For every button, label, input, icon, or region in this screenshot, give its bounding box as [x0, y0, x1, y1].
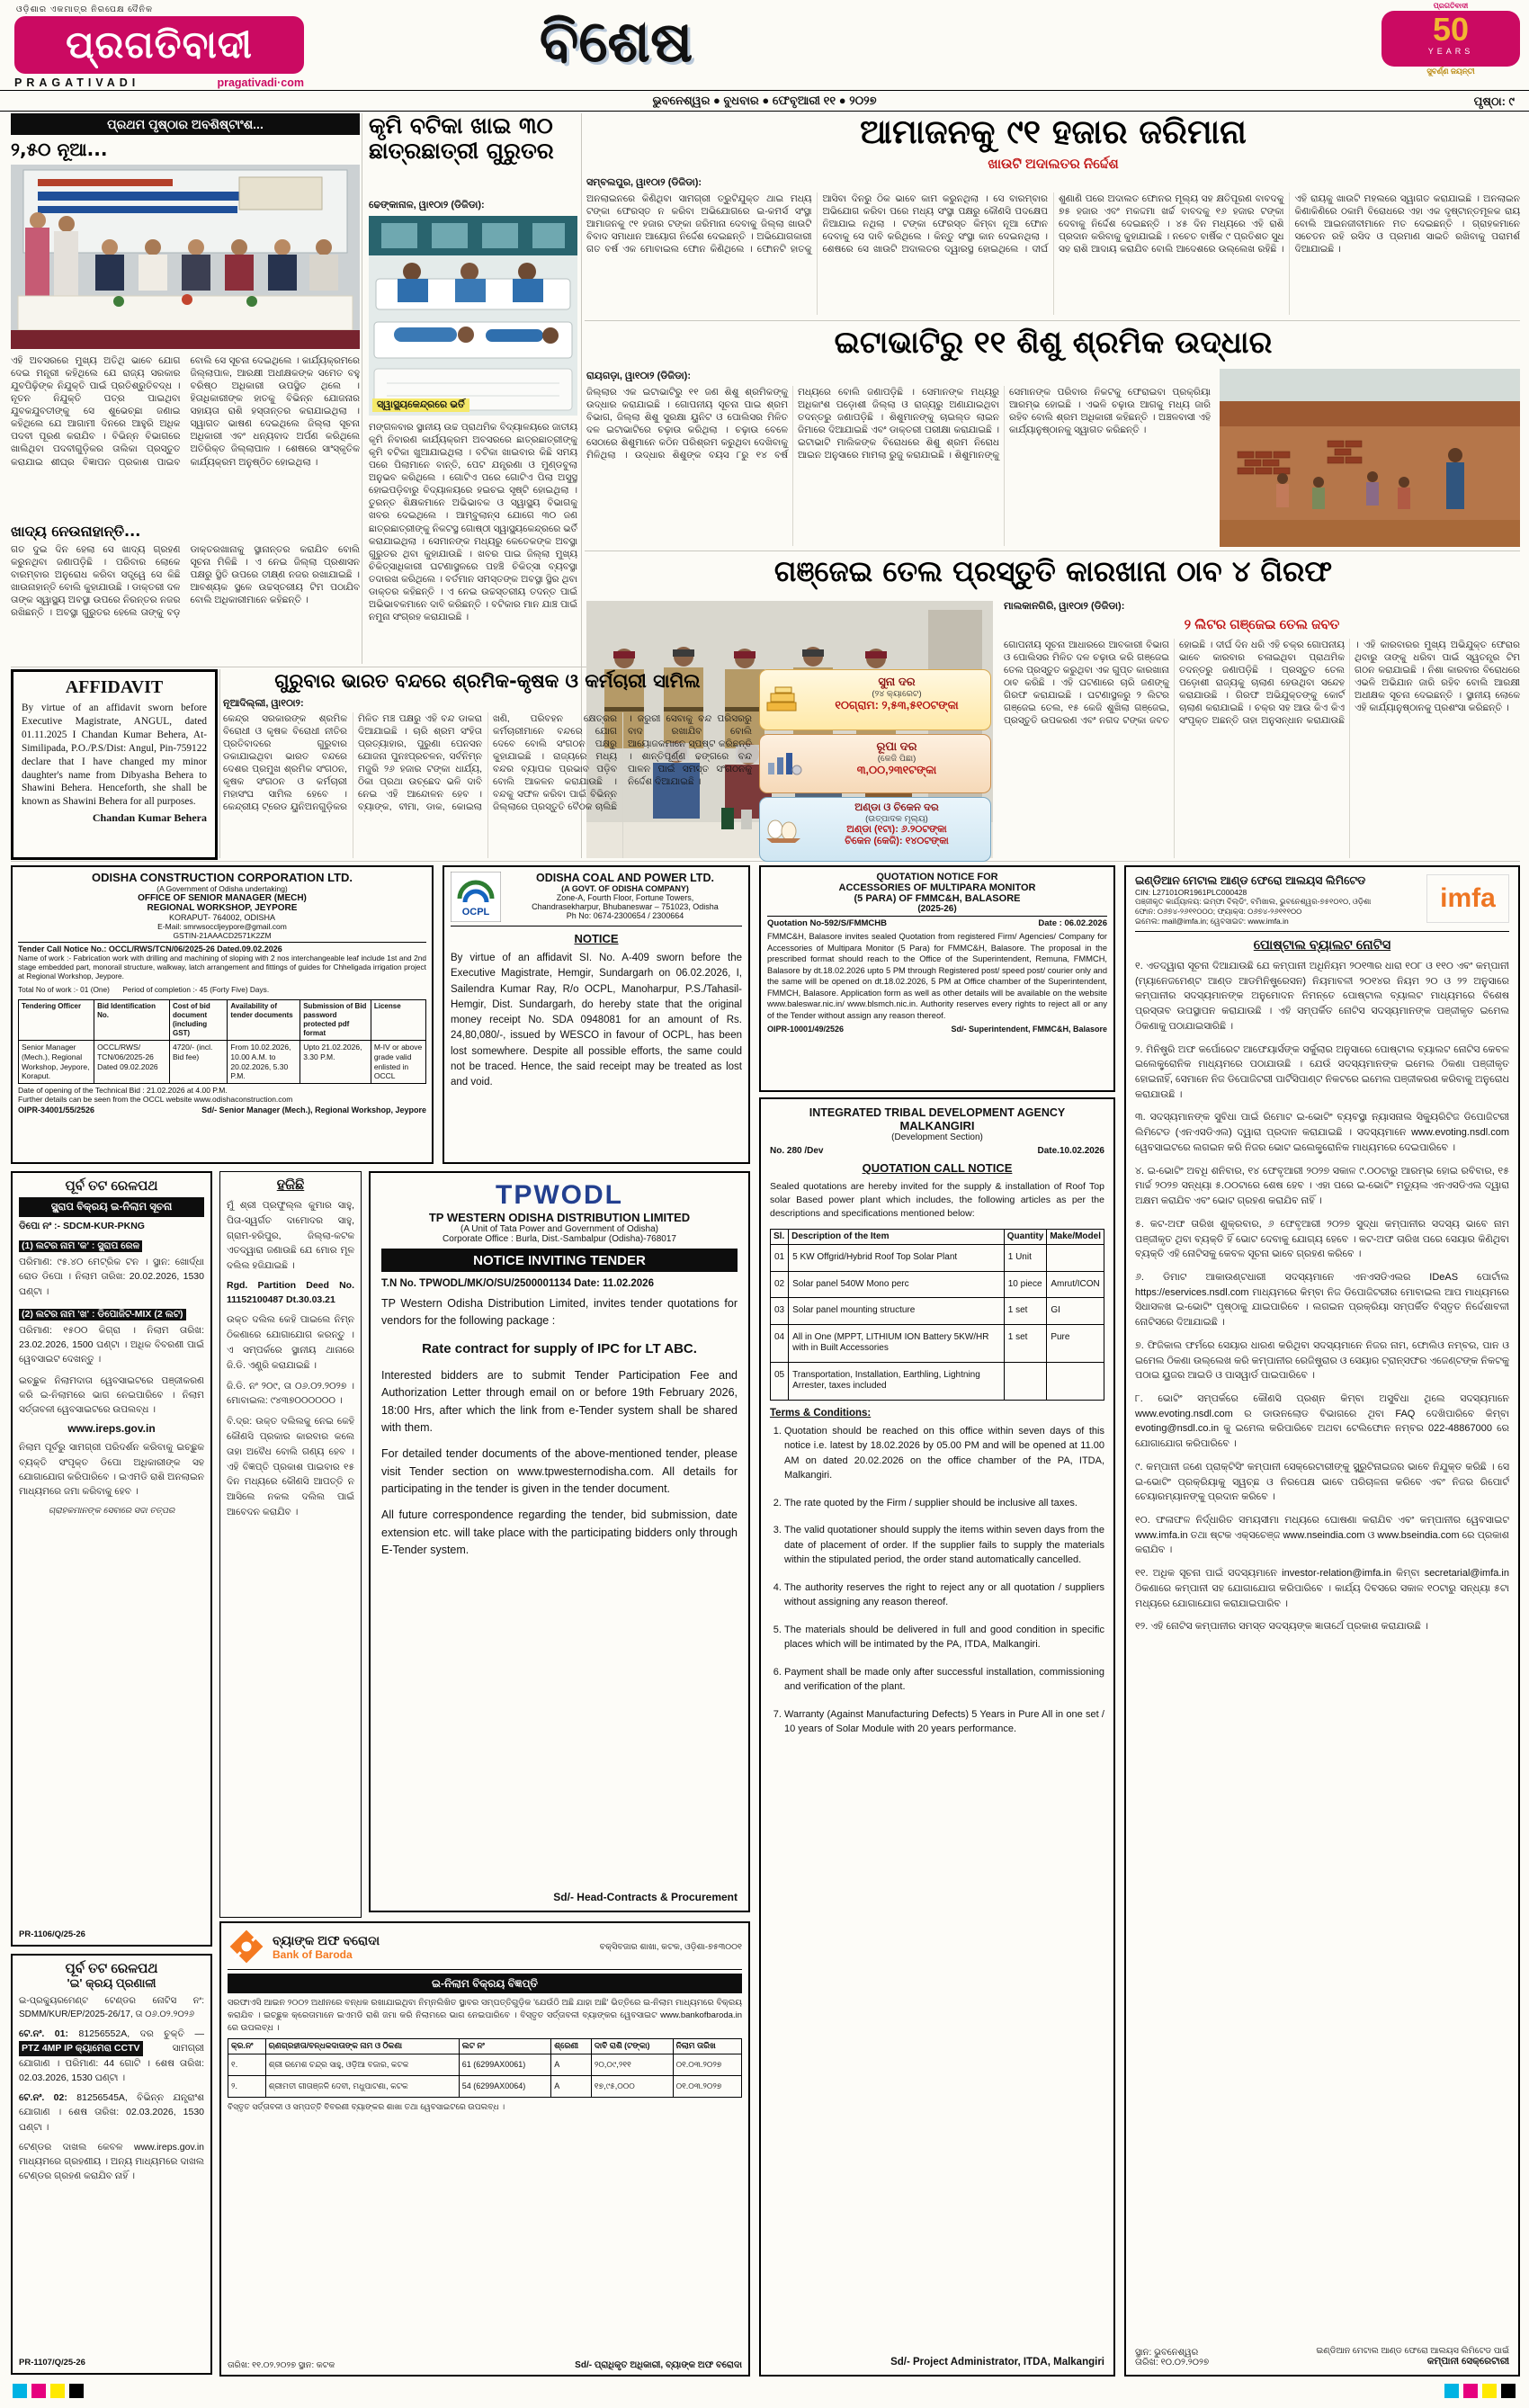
itda-cell-desc: 5 KW Offgrid/Hybrid Roof Top Solar Plant	[789, 1245, 1005, 1272]
imfa-date: ତାରିଖ: ୧୦.୦୨.୨୦୨୭	[1135, 2358, 1210, 2368]
egg-rate-sub: (ଉତ୍ପାଦକ ମୂଲ୍ୟ)	[865, 814, 928, 824]
imfa-paragraph: ୨. ମିନିଷ୍ଟ୍ରି ଅଫ କର୍ପୋରେଟ ଆଫେୟାର୍ସଙ୍କ ସର୍କୁଲାର ଅନୁସାରେ ପୋଷ୍ଟାଲ ବ୍ୟାଲଟ ନୋଟିସ କେବଳ ଇଲେକ୍ଟ୍ରୋନିକ ମାଧ୍ୟମରେ ପଠାଯାଉଛି । ଯେଉଁ ସଦସ୍ୟମାନଙ୍କ ଇମେଲ ଠିକଣା ପଞ୍ଜୀକୃତ ହୋଇନାହିଁ, ସେମାନେ ନିଜ ଡିପୋଜିଟରୀ ପାର୍ଟିସିପାଣ୍ଟ ନିକଟରେ ଇମେଲ ପଞ୍ଜୀକରଣ କରିବାକୁ ଅନୁରୋଧ କରାଯାଉଛି ।	[1135, 1043, 1509, 1100]
occl-table-cell: Upto 21.02.2026, 3.30 P.M.	[300, 1041, 371, 1084]
market-rates-panel	[759, 669, 991, 860]
magenta-mark	[1463, 2384, 1478, 2398]
continuation-headline: ୨,୫୦ ନୂଆ...	[11, 139, 108, 160]
bob-cell-class: A	[551, 2075, 592, 2097]
affidavit-body: By virtue of an affidavit sworn before Executive Magistrate, ANGUL, dated 01.11.2025 I Chandan Kumar Behera, At-Similipada, P.O./P.S/Dist: Angul, Pin-759122 declare that I have changed my minor daughter's name from Dibyasha Behera to Shawini Behera. Henceforth, she shall be known as Shawini Behera for all purposes.	[22, 703, 207, 808]
itda-cell-make: Amrut/ICON	[1047, 1271, 1104, 1298]
tpwodl-logo: TPWODL	[496, 1180, 623, 1210]
bandh-headline: ଗୁରୁବାର ଭାରତ ବନ୍ଦରେ ଶ୍ରମିକ-କୃଷକ ଓ କର୍ମଚାରୀ ସାମିଲ	[274, 670, 701, 692]
bob-cell-no: ୧.	[228, 2054, 266, 2075]
amazon-headline: ଆମାଜନକୁ ୯୧ ହଜାର ଜରିମାନା	[860, 112, 1247, 151]
amazon-subhead: ଖାଉଟି ଅଦାଲତର ନିର୍ଦ୍ଦେଶ	[988, 157, 1119, 172]
itda-cell-qty	[1004, 1362, 1047, 1400]
rail2-tender1-highlight: PTZ 4MP IP କ୍ୟାମେରା CCTV	[19, 2041, 143, 2055]
bob-cell-borrower: ଶ୍ରୀମତୀ ଗୀତାଞ୍ଜଳି ଦେବୀ, ମଧୁପାଟଣା, କଟକ	[265, 2075, 459, 2097]
imfa-paragraph: ୧୨. ଏହି ନୋଟିସ କମ୍ପାନୀର ସମସ୍ତ ସଦସ୍ୟଙ୍କ ଜ୍ଞାତାର୍ଥେ ପ୍ରକାଶ କରାଯାଉଛି ।	[1135, 1621, 1428, 1633]
itda-table-header: Description of the Item	[789, 1229, 1005, 1245]
logo-english: PRAGATIVADI	[14, 76, 140, 89]
bob-cell-no: ୨.	[228, 2075, 266, 2097]
bandh-body: କେନ୍ଦ୍ର ସରକାରଙ୍କ ଶ୍ରମିକ ବିରୋଧୀ ଓ କୃଷକ ବିରୋଧୀ ନୀତିର ପ୍ରତିବାଦରେ ଗୁରୁବାର ଡକାଯାଇଥିବା ଭାରତ ବନ୍ଦରେ ଦେଶର ପ୍ରମୁଖ ଶ୍ରମିକ ସଂଗଠନ, କୃଷକ ସଂଗଠନ ଓ କର୍ମଚାରୀ ମହାସଂଘ ସାମିଲ ହେବେ । କେନ୍ଦ୍ରୀୟ ଟ୍ରେଡ ୟୁନିଅନଗୁଡ଼ିକର ମିଳିତ ମଞ୍ଚ ପକ୍ଷରୁ ଏହି ବନ୍ଦ ଡାକରା ଦିଆଯାଇଛି । ଚାରି ଶ୍ରମ ସଂହିତା ପ୍ରତ୍ୟାହାର, ପୁରୁଣା ପେନସନ ଯୋଜନା ପୁନଃପ୍ରଚଳନ, ସର୍ବନିମ୍ନ ମଜୁରି ୨୬ ହଜାର ଟଙ୍କା ଧାର୍ଯ୍ୟ, ଠିକା ପ୍ରଥା ଉଚ୍ଛେଦ ଭଳି ଦାବି ନେଇ ଏହି ଆନ୍ଦୋଳନ ହେବ । ବ୍ୟାଙ୍କ, ବୀମା, ଡାକ, କୋଇଲା ଖଣି, ପରିବହନ କ୍ଷେତ୍ରର କର୍ମଚାରୀମାନେ ବନ୍ଦରେ ଯୋଗ ଦେବେ ବୋଲି ସଂଗଠନ ପକ୍ଷରୁ କୁହାଯାଇଛି । ରାଜ୍ୟରେ ମଧ୍ୟ ବନ୍ଦର ବ୍ୟାପକ ପ୍ରଭାବ ପଡ଼ିବ ବୋଲି ଆକଳନ କରାଯାଉଛି । ବନ୍ଦକୁ ସଫଳ କରିବା ପାଇଁ ବିଭିନ୍ନ ଜିଲ୍ଲାରେ ପ୍ରସ୍ତୁତି ବୈଠକ ଚାଲିଛି । ଜରୁରୀ ସେବାକୁ ବନ୍ଦ ପରିସରରୁ ବାଦ ରଖାଯିବ ବୋଲି ଆୟୋଜକମାନେ ସ୍ପଷ୍ଟ କରିଛନ୍ତି । ଶାନ୍ତିପୂର୍ଣ୍ଣ ଢଙ୍ଗରେ ବନ୍ଦ ପାଳନ ପାଇଁ ସମସ୍ତ ସଂଗଠନକୁ ନିର୍ଦ୍ଦେଶ ଦିଆଯାଇଛି ।	[223, 713, 752, 813]
bob-name-odia: ବ୍ୟାଙ୍କ ଅଫ ବରୋଦା	[273, 1932, 380, 1947]
imfa-contact: ଫୋନ: ୦୬୭୪-୨୬୧୧୦୦୦; ଫ୍ୟାକ୍ସ: ୦୬୭୪-୨୬୧୧୧୦୦	[1135, 907, 1302, 916]
continuation-kicker: ପ୍ରଥମ ପୃଷ୍ଠାର ଅବଶିଷ୍ଟାଂଶ...	[11, 113, 360, 135]
hospital-photo-wrap	[369, 216, 577, 416]
occl-office: OFFICE OF SENIOR MANAGER (MECH)	[138, 893, 307, 903]
rail2-tender2-no: ଟେ.ନଂ. 02:	[19, 2092, 67, 2104]
itda-term-item: 2. The rate quoted by the Firm / supplier should be inclusive all taxes.	[784, 1496, 1104, 1511]
tpwodl-tender-ad	[369, 1171, 750, 1912]
egg-icon	[764, 815, 802, 844]
hospital-photo	[369, 216, 577, 416]
itda-term-item: 1. Quotation should be reached on this office within seven days of this notice i.e. latest by 18.02.2026 by 05.00 PM and will be opened at 11.00 AM on dated 20.02.2026 on the office chamber of the PA, ITDA, Malkangiri.	[784, 1424, 1104, 1483]
occl-open: Date of opening of the Technical Bid : 21.02.2026 at 4.00 P.M.	[18, 1085, 228, 1095]
silver-rate-value: ୩,୦୦,୨୩୧ଟଙ୍କା	[856, 764, 937, 776]
imfa-address: ପଞ୍ଜୀକୃତ କାର୍ଯ୍ୟାଳୟ: ଇମ୍ଫା ବିଲ୍ଡିଂ, ବମିଖାଲ, ଭୁବନେଶ୍ୱର-୭୫୧୦୧୦, ଓଡ଼ିଶା	[1135, 897, 1372, 906]
itda-cell-sl: 01	[771, 1245, 789, 1272]
rail2-tender2-a: 81256545A, ବିଭିନ୍ନ ଯନ୍ତ୍ରାଂଶ ଯୋଗାଣ । ଶେଷ ତାରିଖ: 02.03.2026, 1530 ଘଣ୍ଟା ।	[19, 2092, 204, 2133]
imfa-cin: CIN: L27101OR1961PLC000428	[1135, 888, 1247, 897]
occl-period: Period of completion :- 45 (Forty Five) Days.	[122, 985, 270, 995]
occl-table	[18, 999, 426, 1084]
tpwodl-tn: T.N No. TPWODL/MK/O/SU/2500001134 Date: 11.02.2026	[381, 1278, 654, 1289]
fmmch-oipr: OIPR-10001/49/2526	[767, 1025, 845, 1034]
itda-intro: Sealed quotations are hereby invited for the supply & installation of Roof Top solar Based power plant which includes, the following articles as per the descriptions and specifications mentioned below:	[770, 1181, 1104, 1220]
bob-cell-lot: 54 (6299AX0064)	[459, 2075, 551, 2097]
yellow-mark	[50, 2384, 65, 2398]
rail1-bar: ସ୍କ୍ରାପ ବିକ୍ରୟ ଇ-ନିଲାମ ସୂଚନା	[19, 1197, 204, 1217]
bob-intro: ସରଫାଏସି ଆଇନ ୨୦୦୨ ଅଧୀନରେ ବନ୍ଧକ ରଖାଯାଇଥିବା ନିମ୍ନଲିଖିତ ସ୍ଥାବର ସମ୍ପତ୍ତିଗୁଡ଼ିକ 'ଯେଉଁଠି ଅଛି ଯାହା ଅଛି' ଭିତ୍ତିରେ ଇ-ନିଲାମ ମାଧ୍ୟମରେ ବିକ୍ରୟ କରାଯିବ । ଇଚ୍ଛୁକ କ୍ରେତାମାନେ ଇଏମଡି ରାଶି ଜମା କରି ନିଲାମରେ ଭାଗ ନେଇପାରିବେ । ବିସ୍ତୃତ ସର୍ତ୍ତାବଳୀ ବ୍ୟାଙ୍କର ୱେବସାଇଟ www.bankofbaroda.in ରେ ଉପଲବ୍ଧ ।	[228, 1998, 742, 2033]
rail2-tender1-b: ସାମଗ୍ରୀ ଯୋଗାଣ । ପରିମାଣ: 44 ଗୋଟି । ଶେଷ ତାରିଖ: 02.03.2026, 1530 ଘଣ୍ଟା ।	[19, 2043, 204, 2083]
svg-text:OCPL: OCPL	[461, 907, 490, 918]
anniversary-50-logo	[1381, 2, 1520, 88]
itda-table-row	[771, 1362, 1104, 1400]
itda-table-row	[771, 1245, 1104, 1272]
itda-date: Date.10.02.2026	[1037, 1146, 1104, 1156]
gold-rate-sub: (୨୪ କ୍ୟାରେଟ)	[872, 689, 922, 699]
railway-scrap-auction-ad	[11, 1171, 212, 1947]
itda-name-2: MALKANGIRI	[899, 1119, 975, 1132]
bob-footer-date-place: ତାରିଖ: ୧୧.୦୨.୨୦୨୭ ସ୍ଥାନ: କଟକ	[228, 2360, 335, 2370]
bob-sign: Sd/- ପ୍ରାଧିକୃତ ଅଧିକାରୀ, ବ୍ୟାଙ୍କ ଅଫ ବରୋଦା	[575, 2360, 742, 2370]
fmmch-title-1: QUOTATION NOTICE FOR	[876, 872, 998, 882]
imfa-paragraph: ୧୦. ଫଳାଫଳ ନିର୍ଦ୍ଧାରିତ ସମୟସୀମା ମଧ୍ୟରେ ଘୋଷଣା କରାଯିବ ଏବଂ କମ୍ପାନୀର ୱେବସାଇଟ www.imfa.in ତଥା ଷ୍ଟକ ଏକ୍ସଚେଞ୍ଜ www.nseindia.com ଓ www.bseindia.com ରେ ପ୍ରକାଶ କରାଯିବ ।	[1135, 1515, 1509, 1556]
deed-para-4: ବି.ଦ୍ର: ଉକ୍ତ ଦଲିଲକୁ ନେଇ କେହି କୌଣସି ପ୍ରକାର କାରବାର କଲେ ତାହା ଅବୈଧ ବୋଲି ଗଣ୍ୟ ହେବ । ଏହି ବିଜ୍ଞପ୍ତି ପ୍ରକାଶ ପାଇବାର ୧୫ ଦିନ ମଧ୍ୟରେ କୌଣସି ଆପତ୍ତି ନ ଆସିଲେ ନକଲ ଦଲିଲ ପାଇଁ ଆବେଦନ କରାଯିବ ।	[227, 1416, 354, 1518]
deed-para-2: ଉକ୍ତ ଦଲିଲ କେହି ପାଇଲେ ନିମ୍ନ ଠିକଣାରେ ଯୋଗାଯୋଗ କରନ୍ତୁ । ଏ ସମ୍ପର୍କରେ ସ୍ଥାନୀୟ ଥାନାରେ ଜି.ଡି. ଏଣ୍ଟ୍ରି କରାଯାଇଛି ।	[227, 1314, 354, 1371]
imfa-name: ଇଣ୍ଡିଆନ ମେଟାଲ ଆଣ୍ଡ ଫେରୋ ଆଲୟସ ଲିମିଟେଡ	[1135, 874, 1366, 887]
itda-ref-no: No. 280 /Dev	[770, 1146, 824, 1156]
fmmch-title-4: (2025-26)	[917, 904, 957, 914]
occl-table-header: Submission of Bid password protected pdf format	[300, 1000, 371, 1041]
imfa-signer: କମ୍ପାନୀ ସେକ୍ରେଟାରୀ	[1426, 2356, 1509, 2367]
bob-table	[228, 2038, 742, 2098]
rail1-lot2-detail: ପରିମାଣ: ୧୫୦୦ କିଗ୍ରା । ନିଲାମ ତାରିଖ: 23.02.2026, 1500 ଘଣ୍ଟା । ଅଧିକ ବିବରଣୀ ପାଇଁ ୱେବସାଇଟ ଦେଖନ୍ତୁ ।	[19, 1324, 204, 1365]
occl-name: ODISHA CONSTRUCTION CORPORATION LTD.	[91, 871, 353, 884]
itda-table-row	[771, 1271, 1104, 1298]
bob-cell-date: ୦୧.୦୩.୨୦୨୭	[673, 2054, 741, 2075]
occl-table-cell: 4720/- (incl. Bid fee)	[169, 1041, 227, 1084]
bob-cell-lot: 61 (6299AX0061)	[459, 2054, 551, 2075]
column-rule	[219, 669, 220, 858]
itda-cell-desc: All in One (MPPT, LITHIUM ION Battery 5KW/HR with in Built Accessories	[789, 1324, 1005, 1362]
tpwodl-name: TP WESTERN ODISHA DISTRIBUTION LIMITED	[428, 1211, 691, 1224]
fmmch-sign: Sd/- Superintendent, FMMC&H, Balasore	[951, 1025, 1107, 1034]
page-number: ପୃଷ୍ଠା: ୯	[1473, 94, 1515, 108]
occl-table-cell: M-IV or above grade valid enlisted in OCCL	[371, 1041, 425, 1084]
occl-table-header: License	[371, 1000, 425, 1041]
bob-table-header: ନିଲାମ ତାରିଖ	[673, 2039, 741, 2054]
brick-headline: ଇଟାଭାଟିରୁ ୧୧ ଶିଶୁ ଶ୍ରମିକ ଉଦ୍ଧାର	[834, 325, 1273, 361]
deed-number: Rgd. Partition Deed No. 11152100487 Dt.30.03.21	[227, 1279, 354, 1305]
brick-body: ଜିଲ୍ଲାର ଏକ ଇଟାଭାଟିରୁ ୧୧ ଜଣ ଶିଶୁ ଶ୍ରମିକଙ୍କୁ ଉଦ୍ଧାର କରାଯାଇଛି । ଗୋପନୀୟ ସୂଚନା ପାଇ ଶ୍ରମ ବିଭାଗ, ଜିଲ୍ଲା ଶିଶୁ ସୁରକ୍ଷା ୟୁନିଟ ଓ ପୋଲିସର ମିଳିତ ଦଳ ଇଟାଭାଟିରେ ଚଢ଼ାଉ କରିଥିଲା । ଚଢ଼ାଉ ବେଳେ ସେଠାରେ ଶିଶୁମାନେ କଠିନ ପରିଶ୍ରମ କରୁଥିବା ଦେଖିବାକୁ ମିଳିଥିଲା । ଉଦ୍ଧାର ଶିଶୁଙ୍କ ବୟସ ୮ରୁ ୧୪ ବର୍ଷ ମଧ୍ୟରେ ବୋଲି ଜଣାପଡ଼ିଛି । ସେମାନଙ୍କ ମଧ୍ୟରୁ ଅଧିକାଂଶ ପଡ଼ୋଶୀ ଜିଲ୍ଲା ଓ ରାଜ୍ୟରୁ ଅଣାଯାଇଥିବା ତଦନ୍ତରୁ ଜଣାପଡ଼ିଛି । ଶିଶୁମାନଙ୍କୁ ଚାଇଲ୍ଡ ଲାଇନ ଜିମାରେ ଦିଆଯାଇଛି ଏବଂ ଡାକ୍ତରୀ ପରୀକ୍ଷା କରାଯାଇଛି । ଇଟାଭାଟି ମାଲିକଙ୍କ ବିରୋଧରେ ଶିଶୁ ଶ୍ରମ ନିରୋଧ ଆଇନ ଅନୁସାରେ ମାମଲା ରୁଜୁ କରାଯାଇଛି । ଶିଶୁମାନଙ୍କୁ ସେମାନଙ୍କ ପରିବାର ନିକଟକୁ ଫେରାଇବା ପ୍ରକ୍ରିୟା ଆରମ୍ଭ ହୋଇଛି । ଏଭଳି ଚଢ଼ାଉ ଆଗକୁ ମଧ୍ୟ ଜାରି ରହିବ ବୋଲି ଶ୍ରମ ଅଧିକାରୀ କହିଛନ୍ତି । ଅଞ୍ଚଳବାସୀ ଏହି କାର୍ଯ୍ୟାନୁଷ୍ଠାନକୁ ସ୍ୱାଗତ କରିଛନ୍ତି ।	[586, 387, 1211, 461]
brick-byline: ରାୟଗଡ଼ା, ୱା୧୦ା୨ (ଡିଜିଡା):	[586, 371, 691, 381]
ganja-byline: ମାଲକାନଗିରି, ୱା୧୦ା୨ (ଡିଜିଡା):	[1004, 601, 1125, 612]
rail2-tender1-no: ଟେ.ନଂ. 01:	[19, 2028, 68, 2039]
gold-rate-card	[759, 669, 991, 730]
imfa-paragraph: ୯. କମ୍ପାନୀ ଜଣେ ପ୍ରାକ୍ଟିସିଂ କମ୍ପାନୀ ସେକ୍ରେଟାରୀଙ୍କୁ ସ୍କ୍ରୁଟିନାଇଜର ଭାବେ ନିଯୁକ୍ତ କରିଛି । ସେ ଇ-ଭୋଟିଂ ପ୍ରକ୍ରିୟାକୁ ସ୍ୱଚ୍ଛ ଓ ନିରପେକ୍ଷ ଭାବେ ପରିଚାଳନା କରିବେ ଏବଂ ନିଜର ରିପୋର୍ଟ ଚେୟାରମ୍ୟାନଙ୍କୁ ପ୍ରଦାନ କରିବେ ।	[1135, 1461, 1509, 1503]
magenta-mark	[31, 2384, 46, 2398]
occl-web: Further details can be seen from the OCCL website www.odishaconstruction.com	[18, 1094, 293, 1104]
bob-cell-amount: ୨୦,୦୯,୨୧୧	[591, 2054, 673, 2075]
rail1-lot1-header: (1) ଲଟର ନାମ 'କ' : ସ୍କ୍ରାପ ରେଳ	[19, 1240, 142, 1252]
itda-name-1: INTEGRATED TRIBAL DEVELOPMENT AGENCY	[809, 1106, 1066, 1119]
rail2-sub: 'ଇ' କ୍ରୟ ପ୍ରଣାଳୀ	[67, 1976, 156, 1990]
itda-cell-sl: 04	[771, 1324, 789, 1362]
occl-tender-ad	[11, 865, 434, 1164]
tpwodl-para-1: TP Western Odisha Distribution Limited, invites tender quotations for vendors for the following package :	[381, 1297, 738, 1328]
itda-cell-qty: 10 piece	[1004, 1271, 1047, 1298]
itda-cell-desc: Solar panel mounting structure	[789, 1298, 1005, 1325]
rail2-ref: ଇ-ପ୍ରକ୍ୟୁରମେଣ୍ଟ ଟେଣ୍ଡର ନୋଟିସ ନଂ: SDMM/KUR/EP/2025-26/17, ତା ୦୬.୦୨.୨୦୨୬	[19, 1996, 204, 2019]
imfa-place: ସ୍ଥାନ: ଭୁବନେଶ୍ୱର	[1135, 2348, 1199, 2358]
bob-note: ବିସ୍ତୃତ ସର୍ତ୍ତାବଳୀ ଓ ସମ୍ପତ୍ତି ବିବରଣୀ ବ୍ୟାଙ୍କର ଶାଖା ତଥା ୱେବସାଇଟରେ ଉପଲବ୍ଧ ।	[228, 2102, 505, 2112]
rail1-participation: ଇଚ୍ଛୁକ ନିଲାମଦାତା ୱେବସାଇଟରେ ପଞ୍ଜୀକରଣ କରି ଇ-ନିଲାମରେ ଭାଗ ନେଇପାରିବେ । ନିଲାମ ସର୍ତ୍ତାବଳୀ ୱେବସାଇଟରେ ଉପଲବ୍ଧ ।	[19, 1374, 204, 1416]
continuation-body: ଏହି ଅବସରରେ ମୁଖ୍ୟ ଅତିଥି ଭାବେ ଯୋଗ ଦେଇ ମନ୍ତ୍ରୀ କହିଥିଲେ ଯେ ରାଜ୍ୟ ସରକାର ଯୁବପିଢ଼ିଙ୍କ ନିଯୁକ୍ତି ପାଇଁ ପ୍ରତିଶ୍ରୁତିବଦ୍ଧ । ନୂତନ ନିଯୁକ୍ତି ପତ୍ର ପାଇଥିବା ଯୁବକଯୁବତୀଙ୍କୁ ସେ ଶୁଭେଚ୍ଛା ଜଣାଇ କହିଥିଲେ ଯେ ଆଗାମୀ ଦିନରେ ଆହୁରି ଅଧିକ ପଦବୀ ପୂରଣ କରାଯିବ । ବିଭିନ୍ନ ବିଭାଗରେ ଖାଲିଥିବା ପଦବୀଗୁଡ଼ିକର ତାଲିକା ପ୍ରସ୍ତୁତ କରାଯାଇ ଶୀଘ୍ର ବିଜ୍ଞାପନ ପ୍ରକାଶ ପାଇବ ବୋଲି ସେ ସୂଚନା ଦେଇଥିଲେ । କାର୍ଯ୍ୟକ୍ରମରେ ଜିଲ୍ଲାପାଳ, ଆରକ୍ଷୀ ଅଧୀକ୍ଷକଙ୍କ ସମେତ ବହୁ ବରିଷ୍ଠ ଅଧିକାରୀ ଉପସ୍ଥିତ ଥିଲେ । ହିତାଧିକାରୀଙ୍କ ହାତକୁ ବିଭିନ୍ନ ଯୋଜନାର ସହାୟତା ରାଶି ହସ୍ତାନ୍ତର କରାଯାଇଥିଲା । ସ୍ୱାଗତ ଭାଷଣ ଦେଇଥିଲେ ଜିଲ୍ଲା ସୂଚନା ଅଧିକାରୀ ଏବଂ ଧନ୍ୟବାଦ ଅର୍ପଣ କରିଥିଲେ ଅତିରିକ୍ତ ଜିଲ୍ଲାପାଳ । ଶେଷରେ ସାଂସ୍କୃତିକ କାର୍ଯ୍ୟକ୍ରମ ଅନୁଷ୍ଠିତ ହୋଇଥିଲା ।	[11, 355, 360, 468]
anniversary-bottom-label: ସୁବର୍ଣ୍ଣ ଜୟନ୍ତୀ	[1426, 67, 1475, 76]
itda-name-3: (Development Section)	[891, 1132, 983, 1142]
occl-table-header: Bid Identification No.	[94, 1000, 170, 1041]
gold-rate-title: ସୁନା ଦର	[878, 675, 916, 688]
rail1-lot1-detail: ପରିମାଣ: ୯୫.୪୦ ମେଟ୍ରିକ ଟନ । ସ୍ଥାନ: ଖୋର୍ଦ୍ଧା ରୋଡ ଡିପୋ । ନିଲାମ ତାରିଖ: 20.02.2026, 1530 ଘଣ୍ଟା ।	[19, 1257, 204, 1297]
occl-oipr: OIPR-34001/55/2526	[18, 1105, 95, 1114]
bandh-byline: ନୂଆଦିଲ୍ଲୀ, ୱା୧୦ା୨:	[223, 698, 304, 709]
bob-cell-amount: ୧୭,୯୫,୦୦୦	[591, 2075, 673, 2097]
occl-table-cell: OCCL/RWS/ TCN/06/2025-26 Dated 09.02.2026	[94, 1041, 170, 1084]
itda-cell-qty: 1 set	[1004, 1298, 1047, 1325]
continuation-subhead: ଖାଦ୍ୟ ନେଉନାହାନ୍ତି...	[11, 523, 141, 540]
tpwodl-para-4: All future correspondence regarding the tender, bid submission, date extension etc. will take place with the participating bidders only through E-Tender system.	[381, 1508, 738, 1557]
silver-rate-card	[759, 734, 991, 793]
itda-term-item: 5. The materials should be delivered in full and good condition in specific places which will be intimated by the PA, ITDA, Malkangiri.	[784, 1623, 1104, 1652]
imfa-paragraph: ୩. ସଦସ୍ୟମାନଙ୍କ ସୁବିଧା ପାଇଁ ରିମୋଟ ଇ-ଭୋଟିଂ ବ୍ୟବସ୍ଥା ନ୍ୟାସନାଲ ସିକ୍ୟୁରିଟିଜ ଡିପୋଜିଟରୀ ଲିମିଟେଡ (ଏନଏସଡିଏଲ) ଦ୍ୱାରା ପ୍ରଦାନ କରାଯାଇଛି । ସଦସ୍ୟମାନେ www.evoting.nsdl.com ୱେବସାଇଟରେ ଲଗଇନ କରି ନିଜର ଭୋଟ ଇଲେକ୍ଟ୍ରୋନିକ ମାଧ୍ୟମରେ ଦେଇପାରିବେ ।	[1135, 1112, 1509, 1153]
occl-city: KORAPUT- 764002, ODISHA	[168, 913, 276, 922]
deed-title: ହଜିଛି	[276, 1177, 305, 1193]
continuation-body-2: ଗତ ଦୁଇ ଦିନ ହେଲା ସେ ଖାଦ୍ୟ ଗ୍ରହଣ କରୁନଥିବା ଜଣାପଡ଼ିଛି । ପରିବାର ଲୋକେ ବାରମ୍ବାର ଅନୁରୋଧ କରିବା ସତ୍ତ୍ୱେ ସେ କିଛି ଖାଉନାହାନ୍ତି ବୋଲି କୁହାଯାଉଛି । ଡାକ୍ତରୀ ଦଳ ତାଙ୍କ ସ୍ୱାସ୍ଥ୍ୟ ଅବସ୍ଥା ଉପରେ ନିରନ୍ତର ନଜର ରଖିଛନ୍ତି । ଅବସ୍ଥା ଗୁରୁତର ହେଲେ ତାଙ୍କୁ ବଡ଼ ଡାକ୍ତରଖାନାକୁ ସ୍ଥାନାନ୍ତର କରାଯିବ ବୋଲି ସୂଚନା ମିଳିଛି । ଏ ନେଇ ଜିଲ୍ଲା ପ୍ରଶାସନ ପକ୍ଷରୁ ସ୍ଥିତି ଉପରେ ତୀକ୍ଷ୍ଣ ନଜର ରଖାଯାଇଛି । ଆବଶ୍ୟକ ସ୍ଥଳେ ଉଚ୍ଚସ୍ତରୀୟ ଟିମ ପଠାଯିବ ବୋଲି ଅଧିକାରୀମାନେ କହିଛନ୍ତି ।	[11, 544, 360, 619]
imfa-notice-title: ପୋଷ୍ଟାଲ ବ୍ୟାଲଟ ନୋଟିସ	[1253, 938, 1391, 953]
occl-table-header: Cost of bid document (including GST)	[169, 1000, 227, 1041]
itda-sign: Sd/- Project Administrator, ITDA, Malkangiri	[890, 2357, 1104, 2368]
section-rule	[585, 320, 1520, 321]
worm-photo-caption: ସ୍ୱାସ୍ଥ୍ୟକେନ୍ଦ୍ରରେ ଭର୍ତି	[372, 398, 469, 412]
bob-table-row	[228, 2075, 742, 2097]
itda-term-item: 7. Warranty (Against Manufacturing Defects) 5 Years in Pure All in one set / 10 years of Solar Module with 20 years performance.	[784, 1707, 1104, 1737]
imfa-paragraph: ୧୧. ଅଧିକ ସୂଚନା ପାଇଁ ସଦସ୍ୟମାନେ investor-relation@imfa.in କିମ୍ବା secretarial@imfa.in ଠିକଣାରେ କମ୍ପାନୀ ସହ ଯୋଗାଯୋଗ କରିପାରିବେ । କାର୍ଯ୍ୟ ଦିବସରେ ସକାଳ ୧୦ଟାରୁ ସନ୍ଧ୍ୟା ୫ଟା ମଧ୍ୟରେ ଯୋଗାଯୋଗ କରାଯାଇପାରିବ ।	[1135, 1568, 1509, 1609]
imfa-notice-ad	[1124, 865, 1520, 2377]
bob-name-english: Bank of Baroda	[273, 1947, 353, 1961]
occl-notice-no: Tender Call Notice No.: OCCL/RWS/TCN/06/2025-26 Dated.09.02.2026	[18, 942, 426, 953]
imfa-paragraphs	[1135, 959, 1509, 2341]
rail1-title: ପୂର୍ବ ତଟ ରେଳପଥ	[65, 1178, 158, 1194]
itda-table	[770, 1229, 1104, 1401]
itda-table-row	[771, 1298, 1104, 1325]
bank-of-baroda-logo	[228, 1928, 265, 1965]
brick-kiln-photo	[1220, 369, 1520, 547]
egg-rate-value: ଅଣ୍ଡା (୧ଟା): ୬.୨୦ଟଙ୍କା	[846, 824, 947, 835]
ganja-body: ଗୋପନୀୟ ସୂଚନା ଆଧାରରେ ଆବକାରୀ ବିଭାଗ ଓ ପୋଲିସର ମିଳିତ ଦଳ ଚଢ଼ାଉ କରି ଗଞ୍ଜେଇ ତେଲ ପ୍ରସ୍ତୁତ କରୁଥିବା ଏକ ଗୁପ୍ତ କାରଖାନା ଠାବ କରିଛି । ଏହି ଘଟଣାରେ ଚାରି ଜଣଙ୍କୁ ଗିରଫ କରାଯାଇଛି । ଘଟଣାସ୍ଥଳରୁ ୨ ଲିଟର ଗଞ୍ଜେଇ ତେଲ, ୧୫ କେଜି ଶୁଖିଲା ଗଞ୍ଜେଇ, ପ୍ରସ୍ତୁତି ଉପକରଣ ଏବଂ ନଗଦ ଟଙ୍କା ଜବତ ହୋଇଛି । ଦୀର୍ଘ ଦିନ ଧରି ଏହି ଚକ୍ର ଗୋପନୀୟ ଭାବେ କାରବାର ଚଳାଇଥିବା ପ୍ରାଥମିକ ତଦନ୍ତରୁ ଜଣାପଡ଼ିଛି । ପ୍ରସ୍ତୁତ ତେଲ ପଡ଼ୋଶୀ ରାଜ୍ୟକୁ ଚାଲାଣ ହେଉଥିବା ସନ୍ଦେହ କରାଯାଉଛି । ଗିରଫ ଅଭିଯୁକ୍ତଙ୍କୁ କୋର୍ଟ ଚାଲାଣ କରାଯାଇଛି । ଚକ୍ର ସହ ଆଉ କିଏ କିଏ ସଂପୃକ୍ତ ଅଛନ୍ତି ତାହା ଅନୁସନ୍ଧାନ କରାଯାଉଛି । ଏହି କାରବାରର ମୁଖ୍ୟ ଅଭିଯୁକ୍ତ ଫେରାର ଥିବାରୁ ତାଙ୍କୁ ଧରିବା ପାଇଁ ସ୍ୱତନ୍ତ୍ର ଟିମ ଗଠନ କରାଯାଇଛି । ନିଶା କାରବାର ବିରୋଧରେ ଏଭଳି ଅଭିଯାନ ଜାରି ରହିବ ବୋଲି ଆରକ୍ଷୀ ଅଧୀକ୍ଷକ ସୂଚନା ଦେଇଛନ୍ତି । ସ୍ଥାନୀୟ ଲୋକେ ଏହି କାର୍ଯ୍ୟାନୁଷ୍ଠାନକୁ ପ୍ରଶଂସା କରିଛନ୍ତି ।	[1004, 640, 1520, 727]
black-mark	[1501, 2384, 1516, 2398]
imfa-logo: imfa	[1426, 874, 1509, 923]
bob-cell-class: A	[551, 2054, 592, 2075]
ganja-headline: ଗଞ୍ଜେଇ ତେଲ ପ୍ରସ୍ତୁତି କାରଖାନା ଠାବ ୪ ଗିରଫ	[773, 554, 1333, 588]
bob-table-row	[228, 2054, 742, 2075]
imfa-paragraph: ୧. ଏତଦ୍ୱାରା ସୂଚନା ଦିଆଯାଉଛି ଯେ କମ୍ପାନୀ ଅଧିନିୟମ ୨୦୧୩ର ଧାରା ୧୦୮ ଓ ୧୧୦ ଏବଂ କମ୍ପାନୀ (ମ୍ୟାନେଜମେଣ୍ଟ ଆଣ୍ଡ ଆଡମିନିଷ୍ଟ୍ରେସନ) ନିୟମାବଳୀ ୨୦୧୪ର ନିୟମ ୨୦ ଓ ୨୨ ଅନୁସାରେ କମ୍ପାନୀର ସଦସ୍ୟମାନଙ୍କ ଅନୁମୋଦନ ନିମନ୍ତେ ପୋଷ୍ଟାଲ ବ୍ୟାଲଟ ମାଧ୍ୟମରେ ବିଶେଷ ପ୍ରସ୍ତାବ ଉପସ୍ଥାପନ କରାଯାଉଛି । ଏହି ସମ୍ପର୍କିତ ନୋଟିସ ସଦସ୍ୟମାନଙ୍କ ପଞ୍ଜୀକୃତ ଇମେଲ ଠିକଣାକୁ ପଠାଯାଇସାରିଛି ।	[1135, 961, 1509, 1032]
fmmch-body: FMMC&H, Balasore invites sealed Quotation from registered Firm/ Agencies/ Company for Accessories of Multipara Monitor (5 Para) for FMMC&H, Balasore. The proposal in the prescribed format should reach to the Office of the Superintendent, Remuna, FMMCH, Balasore by dt.18.02.2026 upto 5 PM through Registered post/ speed post/ courier only and the same will be opened on dt.18.02.2026, 5 PM at Office chamber of the Superintendent, FMMCH, Balasore. Application form as well as other details will be available on the website www.baleswar.nic.in/ www.blsmch.nic.in. Authority reserves every rights to reject all or any of the Tender without assign any reason thereof.	[767, 932, 1107, 1020]
occl-email: E-Mail: smrwsoccljeypore@gmail.com	[157, 922, 287, 931]
masthead-tagline: ଓଡ଼ିଶାର ଏକମାତ୍ର ନିରପେକ୍ଷ ଦୈନିକ	[16, 4, 154, 14]
logo-website: pragativadi·com	[217, 76, 304, 89]
edition-title: ବିଶେଷ	[539, 8, 693, 74]
itda-cell-qty: 1 set	[1004, 1324, 1047, 1362]
itda-cell-make	[1047, 1362, 1104, 1400]
occl-table-header: Tendering Officer	[19, 1000, 94, 1041]
occl-total: Total No of work :- 01 (One)	[18, 985, 110, 995]
tpwodl-package: Rate contract for supply of IPC for LT ABC.	[422, 1340, 697, 1356]
itda-quotation-ad	[759, 1097, 1115, 2377]
itda-term-item: 3. The valid quotationer should supply the items within seven days from the date of placement of order. If the supplier fails to supply the materials within the stipulated period, the order stand automatically cancelled.	[784, 1523, 1104, 1568]
railway-eprocurement-ad	[11, 1954, 212, 2375]
itda-cell-sl: 02	[771, 1271, 789, 1298]
tpwodl-para-2: Interested bidders are to submit Tender Participation Fee and Authorization Letter through email on or before 19th February 2026, 18:00 Hrs, after which the link from e-Tender system shall be shared with them.	[381, 1368, 738, 1434]
occl-work: Name of work :- Fabrication work with drilling and machining of sloping with 2 nos interchangeable leaf include 1st and 2nd stage embedded part, monorail structure, walkway, latch arrangement and fittings of guides for Chheligada irrigation project at Regional Workshop, Jeypore.	[18, 953, 426, 981]
gold-bars-icon	[764, 686, 802, 713]
egg-rate-title: ଅଣ୍ଡା ଓ ଚିକେନ ଦର	[854, 802, 939, 813]
silver-rate-title: ରୂପା ଦର	[876, 739, 917, 753]
fmmch-date: Date : 06.02.2026	[1038, 918, 1107, 928]
occl-sub: (A Government of Odisha undertaking)	[156, 884, 288, 893]
rail2-note: ଟେଣ୍ଡର ଦାଖଲ କେବଳ www.ireps.gov.in ମାଧ୍ୟମରେ ଗ୍ରହଣୀୟ । ଅନ୍ୟ ମାଧ୍ୟମରେ ଦାଖଲ ଟେଣ୍ଡର ଗ୍ରହଣ କରାଯିବ ନାହିଁ ।	[19, 2141, 204, 2182]
itda-table-row	[771, 1324, 1104, 1362]
tpwodl-bar: NOTICE INVITING TENDER	[381, 1249, 738, 1272]
bank-of-baroda-ad	[219, 1921, 750, 2377]
amazon-body: ଅନଲାଇନରେ କିଣିଥିବା ସାମଗ୍ରୀ ତ୍ରୁଟିଯୁକ୍ତ ଥାଇ ମଧ୍ୟ ଟଙ୍କା ଫେରସ୍ତ ନ କରିବା ଅଭିଯୋଗରେ ଇ-କମର୍ସ ସଂସ୍ଥା ଆମାଜନକୁ ୯୧ ହଜାର ଟଙ୍କା ଜରିମାନା ଦେବାକୁ ଜିଲ୍ଲା ଖାଉଟି ବିବାଦ ସମାଧାନ ଆୟୋଗ ନିର୍ଦ୍ଦେଶ ଦେଇଛନ୍ତି । ଅଭିଯୋଗକାରୀ ଗତ ବର୍ଷ ଏକ ମୋବାଇଲ ଫୋନ କିଣିଥିଲେ । ଫୋନଟି ହାତକୁ ଆସିବା ଦିନରୁ ଠିକ ଭାବେ କାମ କରୁନଥିଲା । ସେ ବାରମ୍ବାର ଅଭିଯୋଗ କରିବା ପରେ ମଧ୍ୟ ସଂସ୍ଥା ପକ୍ଷରୁ କୌଣସି ପଦକ୍ଷେପ ନିଆଯାଇ ନଥିଲା । ଟଙ୍କା ଫେରସ୍ତ କିମ୍ବା ନୂଆ ଫୋନ ଦେବାକୁ ସେ ଦାବି କରିଥିଲେ । କିନ୍ତୁ ସଂସ୍ଥା କାନ ଦେଇନଥିଲା । ଶେଷରେ ସେ ଖାଉଟି ଅଦାଲତର ଦ୍ୱାରସ୍ଥ ହୋଇଥିଲେ । ଦୀର୍ଘ ଶୁଣାଣି ପରେ ଅଦାଲତ ଫୋନର ମୂଲ୍ୟ ସହ କ୍ଷତିପୂରଣ ବାବଦକୁ ୭୫ ହଜାର ଏବଂ ମକଦ୍ଦମା ଖର୍ଚ୍ଚ ବାବଦକୁ ୧୬ ହଜାର ଟଙ୍କା ଦେବାକୁ ନିର୍ଦ୍ଦେଶ ଦେଇଛନ୍ତି । ୪୫ ଦିନ ମଧ୍ୟରେ ଏହି ରାଶି ପ୍ରଦାନ କରିବାକୁ କୁହାଯାଇଛି । ନଚେତ ବାର୍ଷିକ ୯ ପ୍ରତିଶତ ସୁଧ ସହ ରାଶି ଆଦାୟ କରାଯିବ ବୋଲି ଆଦେଶରେ ଉଲ୍ଲେଖ ରହିଛି । ଏହି ରାୟକୁ ଖାଉଟି ମହଲରେ ସ୍ୱାଗତ କରାଯାଇଛି । ଅନଲାଇନ କିଣାକିଣିରେ ଠକାମି ବିରୋଧରେ ଏହା ଏକ ଦୃଷ୍ଟାନ୍ତମୂଳକ ରାୟ ବୋଲି ଆଇନଜୀବୀମାନେ ମତ ଦେଇଛନ୍ତି । ଗ୍ରାହକମାନେ ସଚେତନ ରହି ରସିଦ ଓ ପ୍ରମାଣ ସାଇତି ରଖିବାକୁ ପରାମର୍ଶ ଦିଆଯାଇଛି ।	[586, 193, 1520, 255]
worm-byline: ଢେଙ୍କାନାଳ, ୱା୧୦ା୨ (ଡିଜିଡା):	[369, 200, 485, 210]
silver-rate-sub: (କେଜି ପିଛା)	[877, 754, 917, 764]
worm-body: ମଙ୍ଗଳବାର ସ୍ଥାନୀୟ ଉଚ୍ଚ ପ୍ରାଥମିକ ବିଦ୍ୟାଳୟରେ ଜାତୀୟ କୃମି ନିବାରଣ କାର୍ଯ୍ୟକ୍ରମ ଅବସରରେ ଛାତ୍ରଛାତ୍ରୀଙ୍କୁ କୃମି ବଟିକା ଖୁଆଯାଇଥିଲା । ବଟିକା ଖାଇବାର କିଛି ସମୟ ପରେ ପିଲାମାନେ ବାନ୍ତି, ପେଟ ଯନ୍ତ୍ରଣା ଓ ମୁଣ୍ଡବୁଲା ଅନୁଭବ କରିଥିଲେ । ଗୋଟିଏ ପରେ ଗୋଟିଏ ପିଲା ଅସୁସ୍ଥ ହୋଇପଡ଼ିବାରୁ ବିଦ୍ୟାଳୟରେ ହଇଚଇ ସୃଷ୍ଟି ହୋଇଥିଲା । ତୁରନ୍ତ ଶିକ୍ଷକମାନେ ଅଭିଭାବକ ଓ ସ୍ୱାସ୍ଥ୍ୟ ବିଭାଗକୁ ଖବର ଦେଇଥିଲେ । ଆମ୍ବୁଲାନ୍ସ ଯୋଗେ ୩୦ ଜଣ ଛାତ୍ରଛାତ୍ରୀଙ୍କୁ ନିକଟସ୍ଥ ଗୋଷ୍ଠୀ ସ୍ୱାସ୍ଥ୍ୟକେନ୍ଦ୍ରରେ ଭର୍ତି କରାଯାଇଥିଲା । ସେମାନଙ୍କ ମଧ୍ୟରୁ କେତେକଙ୍କ ଅବସ୍ଥା ଗୁରୁତର ଥିବା କୁହାଯାଉଛି । ଖବର ପାଇ ଜିଲ୍ଲା ମୁଖ୍ୟ ଚିକିତ୍ସାଧିକାରୀ ଘଟଣାସ୍ଥଳରେ ପହଞ୍ଚି ଚିକିତ୍ସା ବ୍ୟବସ୍ଥା ତଦାରଖ କରିଥିଲେ । ବର୍ତମାନ ସମସ୍ତଙ୍କ ଅବସ୍ଥା ସ୍ଥିର ଥିବା ଡାକ୍ତର କହିଛନ୍ତି । ଏ ନେଇ ଉଚ୍ଚସ୍ତରୀୟ ତଦନ୍ତ ପାଇଁ ଅଭିଭାବକମାନେ ଦାବି କରିଛନ୍ତି । ବଟିକାର ମାନ ଯାଞ୍ଚ ପାଇଁ ନମୁନା ସଂଗ୍ରହ କରାଯାଇଛି ।	[369, 422, 577, 622]
imfa-paragraph: ୫. କଟ-ଅଫ ତାରିଖ ଶୁକ୍ରବାର, ୬ ଫେବୃଆରୀ ୨୦୨୭ ସୁଦ୍ଧା କମ୍ପାନୀର ସଦସ୍ୟ ଭାବେ ନାମ ପଞ୍ଜୀକୃତ ଥିବା ବ୍ୟକ୍ତି ହିଁ ଭୋଟ ଦେବାକୁ ଯୋଗ୍ୟ ହେବେ । କଟ-ଅଫ ତାରିଖ ପରେ ସେୟାର କିଣିଥିବା ବ୍ୟକ୍ତି ଏହି ନୋଟିସକୁ କେବଳ ସୂଚନା ଭାବେ ଗ୍ରହଣ କରିବେ ।	[1135, 1218, 1509, 1260]
amazon-byline: ସମ୍ବଲପୁର, ୱା୧୦ା୨ (ଡିଜିଡା):	[586, 177, 702, 188]
itda-cell-sl: 05	[771, 1362, 789, 1400]
fmmch-title-3: (5 PARA) OF FMMC&H, BALASORE	[854, 893, 1021, 904]
gold-rate-value: ୧୦ଗ୍ରାମ: ୨,୫୩,୫୧୦ଟଙ୍କା	[835, 699, 959, 712]
cyan-mark	[13, 2384, 27, 2398]
rail1-website: www.ireps.gov.in	[67, 1422, 156, 1436]
rail1-slogan: ଗ୍ରାହକମାନଙ୍କ ସେବାରେ ସଦା ତତ୍ପର	[48, 1506, 175, 1517]
tpwodl-sign: Sd/- Head-Contracts & Procurement	[553, 1891, 738, 1903]
bob-table-header: ଋଣଗ୍ରହୀତା/ବନ୍ଧକଦାତାଙ୍କ ନାମ ଓ ଠିକଣା	[265, 2039, 459, 2054]
occl-table-header: Availability of tender documents	[228, 1000, 300, 1041]
ocpl-addr1: Zone-A, Fourth Floor, Fortune Towers,	[556, 893, 694, 902]
silver-coins-icon	[764, 750, 802, 777]
dateline-text: ଭୁବନେଶ୍ୱର ● ବୁଧବାର ● ଫେବୃଆରୀ ୧୧ ● ୨୦୨୭	[652, 94, 877, 107]
pragativadi-logo: ପ୍ରଗତିବାଦୀ	[14, 16, 304, 74]
tpwodl-office: Corporate Office : Burla, Dist.-Sambalpur (Odisha)-768017	[443, 1234, 676, 1244]
ocpl-logo	[451, 872, 501, 922]
imfa-paragraph: ୮. ଭୋଟିଂ ସମ୍ପର୍କରେ କୌଣସି ପ୍ରଶ୍ନ କିମ୍ବା ଅସୁବିଧା ଥିଲେ ସଦସ୍ୟମାନେ www.evoting.nsdl.com ର ଡାଉନଲୋଡ ବିଭାଗରେ ଥିବା FAQ ଦେଖିପାରିବେ କିମ୍ବା evoting@nsdl.co.in କୁ ଇମେଲ କରିପାରିବେ ଅଥବା ଟେଲିଫୋନ ନମ୍ବର 022-48867000 ରେ ଯୋଗାଯୋଗ କରିପାରିବେ ।	[1135, 1392, 1509, 1450]
ganja-inset: ୨ ଲିଟର ଗଞ୍ଜେଇ ତେଲ ଜବତ	[1184, 617, 1340, 632]
affidavit-signature: Chandan Kumar Behera	[92, 811, 207, 825]
rail2-pr-no: PR-1107/Q/25-26	[19, 2358, 85, 2368]
bob-table-header: ଶ୍ରେଣୀ	[551, 2039, 592, 2054]
itda-table-header: Sl.	[771, 1229, 789, 1245]
affidavit-title: AFFIDAVIT	[65, 677, 164, 697]
bob-table-header: ଦାବି ରାଶି (ଟଙ୍କା)	[591, 2039, 673, 2054]
itda-cell-make: Pure	[1047, 1324, 1104, 1362]
imfa-paragraph: ୬. ଡିମାଟ ଆକାଉଣ୍ଟଧାରୀ ସଦସ୍ୟମାନେ ଏନଏସଡିଏଲର IDeAS ପୋର୍ଟାଲ https://eservices.nsdl.com ମାଧ୍ୟମରେ କିମ୍ବା ନିଜ ଡିପୋଜିଟରୀର ମୋବାଇଲ ଆପ ମାଧ୍ୟମରେ ସିଧାସଳଖ ଇ-ଭୋଟିଂ ପୃଷ୍ଠାକୁ ଯାଇପାରିବେ । ଲଗଇନ ପ୍ରକ୍ରିୟା ସମ୍ପର୍କିତ ବିସ୍ତୃତ ନିର୍ଦ୍ଦେଶାବଳୀ ନୋଟିସରେ ଦିଆଯାଇଛି ।	[1135, 1271, 1509, 1329]
print-registration-marks-left	[13, 2384, 88, 2403]
deed-para-3: ଜି.ଡି. ନଂ ୨୦୯, ତା ୦୬.୦୨.୨୦୨୭ । ମୋବାଇଲ: ୯୪୩୭୦୦୦୦୦୦ ।	[227, 1380, 354, 1407]
rail1-depot: ଡିପୋ ନଂ :- SDCM-KUR-PKNG	[19, 1221, 145, 1231]
itda-terms-title: Terms & Conditions:	[770, 1407, 872, 1419]
itda-table-header: Quantity	[1004, 1229, 1047, 1245]
itda-table-header: Make/Model	[1047, 1229, 1104, 1245]
bob-branch: ବକ୍ସିବଜାର ଶାଖା, କଟକ, ଓଡ଼ିଶା-୭୫୩୦୦୧	[599, 1941, 742, 1952]
chicken-rate-value: ଚିକେନ (କେଜି): ୧୪୦ଟଙ୍କା	[845, 836, 949, 846]
rail1-pr-no: PR-1106/Q/25-26	[19, 1929, 85, 1939]
itda-cell-qty: 1 Unit	[1004, 1245, 1047, 1272]
bob-table-header: କ୍ର.ନଂ	[228, 2039, 266, 2054]
yellow-mark	[1482, 2384, 1497, 2398]
imfa-paragraph: ୪. ଇ-ଭୋଟିଂ ଅବଧି ଶନିବାର, ୧୪ ଫେବୃଆରୀ ୨୦୨୭ ସକାଳ ୯.୦୦ଟାରୁ ଆରମ୍ଭ ହୋଇ ରବିବାର, ୧୫ ମାର୍ଚ୍ଚ ୨୦୨୭ ସନ୍ଧ୍ୟା ୫.୦୦ଟାରେ ଶେଷ ହେବ । ଏହା ପରେ ଇ-ଭୋଟିଂ ମଡ୍ୟୁଲ ଏନଏସଡିଏଲ ଦ୍ୱାରା ଅକ୍ଷମ କରାଯିବ ଏବଂ ଭୋଟ ଗ୍ରହଣ କରାଯିବ ନାହିଁ ।	[1135, 1165, 1509, 1207]
ocpl-phone: Ph No: 0674-2300654 / 2300664	[566, 911, 684, 920]
rail1-lot2-header: (2) ଲଟର ନାମ 'ଖ' : ଡିପୋଜିଟ-MIX (2 ଲଟ)	[19, 1309, 186, 1320]
black-mark	[69, 2384, 84, 2398]
itda-terms-list	[770, 1424, 1104, 1750]
itda-title: QUOTATION CALL NOTICE	[862, 1161, 1013, 1175]
bob-cell-date: ୦୧.୦୩.୨୦୨୭	[673, 2075, 741, 2097]
cyan-mark	[1444, 2384, 1459, 2398]
bob-cell-borrower: ଶ୍ରୀ ରମେଶ ଚନ୍ଦ୍ର ସାହୁ, ଓଡ଼ିଆ ବଜାର, କଟକ	[265, 2054, 459, 2075]
tpwodl-sub: (A Unit of Tata Power and Government of Odisha)	[460, 1224, 658, 1234]
anniversary-number: 50	[1432, 11, 1470, 48]
fmmch-title-2: ACCESSORIES OF MULTIPARA MONITOR	[838, 882, 1036, 893]
anniversary-years-label: YEARS	[1427, 46, 1474, 56]
ocpl-body: By virtue of an affidavit SI. No. A-409 sworn before the Executive Magistrate, Hemgir, Sundargarh on 06.02.2026, I, Sailendra Kumar Ray, R/o OCPL, Manoharpur, P.S./Tahasil-Hemgir, Dist. Sundargarh, do hereby state that the original money receipt No. SDA 0948081 for an amount of Rs. 24,80,080/-, issued by WESCO in favour of OCPL, has been lost somewhere. Despite all possible efforts, the same could not be traced. Hence, the said receipt may be treated as lost and void.	[451, 953, 742, 1088]
lost-deed-notice	[219, 1171, 362, 1918]
occl-dept: REGIONAL WORKSHOP, JEYPORE	[147, 903, 298, 913]
ocpl-addr2: Chandrasekharpur, Bhubaneswar – 751023, Odisha	[532, 902, 719, 911]
affidavit-box	[11, 669, 218, 860]
occl-gstin: GSTIN-21AAACD2571K2ZM	[173, 931, 272, 940]
itda-cell-make	[1047, 1245, 1104, 1272]
dateline-bar	[0, 90, 1529, 112]
imfa-for: ଇଣ୍ଡିଆନ ମେଟାଲ ଆଣ୍ଡ ଫେରୋ ଆଲୟସ ଲିମିଟେଡ ପାଇଁ	[1316, 2346, 1509, 2356]
rail1-inspection: ନିଲାମ ପୂର୍ବରୁ ସାମଗ୍ରୀ ପରିଦର୍ଶନ କରିବାକୁ ଇଚ୍ଛୁକ ବ୍ୟକ୍ତି ସଂପୃକ୍ତ ଡିପୋ ଅଧିକାରୀଙ୍କ ସହ ଯୋଗାଯୋଗ କରିପାରିବେ । ଇଏମଡି ରାଶି ଅନଲାଇନ ମାଧ୍ୟମରେ ଜମା କରିବାକୁ ହେବ ।	[19, 1442, 204, 1498]
anniversary-top-label: ପ୍ରଗତିବାଦୀ	[1433, 2, 1469, 10]
fmmch-quotation-no: Quotation No-592/S/FMMCHB	[767, 918, 887, 928]
worm-headline: କୃମି ବଟିକା ଖାଇ ୩୦ ଛାତ୍ରଛାତ୍ରୀ ଗୁରୁତର	[369, 112, 554, 164]
occl-sign: Sd/- Senior Manager (Mech.), Regional Workshop, Jeypore	[201, 1105, 426, 1114]
bob-bar: ଇ-ନିଲାମ ବିକ୍ରୟ ବିଜ୍ଞପ୍ତି	[228, 1974, 742, 1993]
ocpl-notice-ad	[443, 865, 750, 1164]
event-photo	[11, 165, 360, 349]
itda-cell-desc: Solar panel 540W Mono perc	[789, 1271, 1005, 1298]
occl-table-cell: From 10.02.2026, 10.00 A.M. to 20.02.2026, 5.30 P.M.	[228, 1041, 300, 1084]
itda-cell-sl: 03	[771, 1298, 789, 1325]
deed-para-1: ମୁଁ ଶ୍ରୀ ପ୍ରଫୁଲ୍ଲ କୁମାର ସାହୁ, ପିତା-ସ୍ୱର୍ଗତ ଦାମୋଦର ସାହୁ, ଗ୍ରାମ-ହରିପୁର, ଜିଲ୍ଲା-କଟକ ଏତଦ୍ୱାରା ଜଣାଉଛି ଯେ ମୋର ମୂଳ ଦଲିଲ ହଜିଯାଇଛି ।	[227, 1200, 354, 1272]
itda-term-item: 4. The authority reserves the right to reject any or all quotation / suppliers without assigning any reason thereof.	[784, 1580, 1104, 1610]
bob-table-header: ଲଟ ନଂ	[459, 2039, 551, 2054]
occl-table-cell: Senior Manager (Mech.), Regional Workshop, Jeypore, Koraput.	[19, 1041, 94, 1084]
rail2-title: ପୂର୍ବ ତଟ ରେଳପଥ	[65, 1961, 158, 1976]
imfa-mail: ଇମେଲ: mail@imfa.in; ୱେବସାଇଟ: www.imfa.in	[1135, 917, 1289, 926]
itda-cell-make: GI	[1047, 1298, 1104, 1325]
rail2-tender1-a: 81256552A, ଦର ଚୁକ୍ତି —	[78, 2028, 204, 2039]
imfa-paragraph: ୭. ଫିଜିକାଲ ଫର୍ମରେ ସେୟାର ଧାରଣ କରିଥିବା ସଦସ୍ୟମାନେ ନିଜର ନାମ, ଫୋଲିଓ ନମ୍ବର, ପାନ ଓ ଇମେଲ ଠିକଣା ଉଲ୍ଲେଖ କରି କମ୍ପାନୀର ରେଜିଷ୍ଟ୍ରାର ଓ ସେୟାର ଟ୍ରାନ୍ସଫର ଏଜେଣ୍ଟଙ୍କ ନିକଟକୁ ପଠାଇ ୟୁଜର ଆଇଡି ଓ ପାସୱାର୍ଡ ପାଇପାରିବେ ।	[1135, 1339, 1509, 1382]
fmmch-quotation-ad	[759, 865, 1115, 1092]
tpwodl-para-3: For detailed tender documents of the above-mentioned tender, please visit Tender section on www.tpwesternodisha.com. All details for participating in the tender is given in the tender document.	[381, 1447, 738, 1495]
ocpl-name: ODISHA COAL AND POWER LTD.	[536, 872, 714, 884]
itda-term-item: 6. Payment shall be made only after successful installation, commissioning and verification of the plant.	[784, 1665, 1104, 1695]
egg-chicken-rate-card	[759, 797, 991, 862]
itda-cell-desc: Transportation, Installation, Earthling, Lightning Arrester, taxes included	[789, 1362, 1005, 1400]
ocpl-notice-title: NOTICE	[574, 932, 619, 945]
print-registration-marks-right	[1444, 2384, 1520, 2403]
ocpl-sub: (A GOVT. OF ODISHA COMPANY)	[561, 884, 689, 893]
